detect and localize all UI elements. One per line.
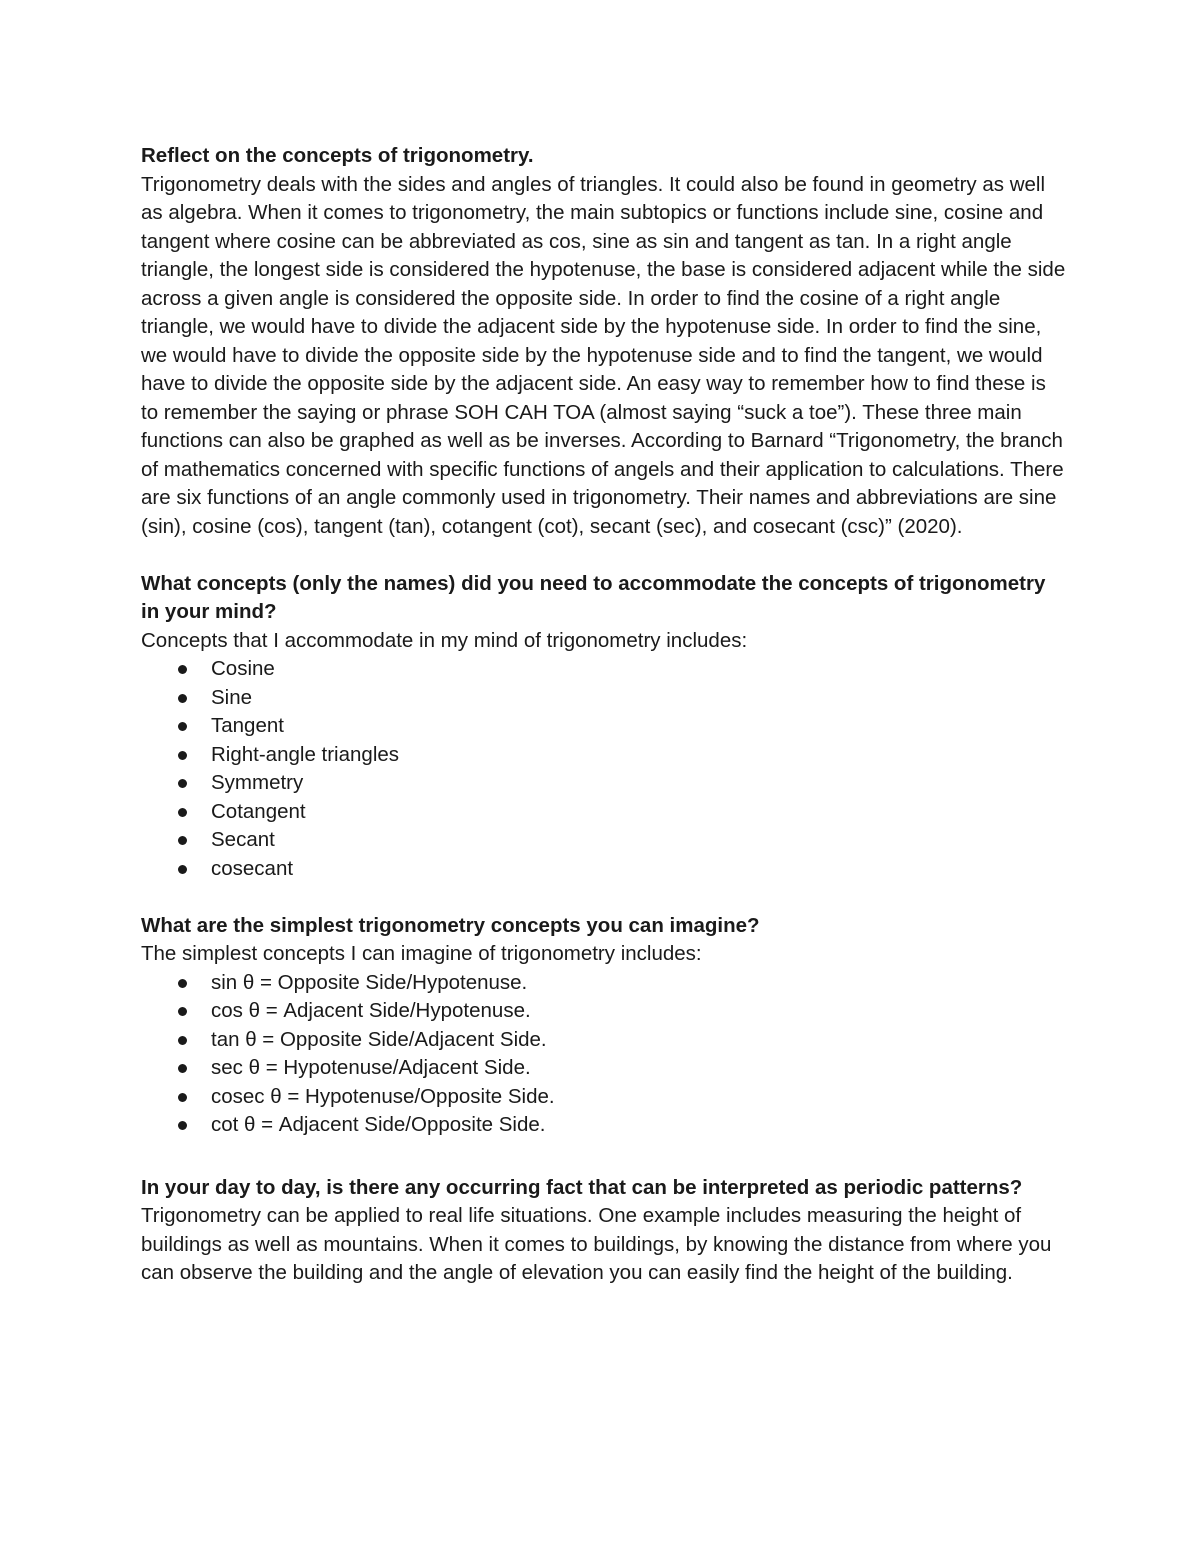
bullet-icon (178, 722, 187, 731)
section2-heading: What concepts (only the names) did you need to accommodate the concepts of trigonometry in your mind? (141, 571, 1046, 623)
list-item-text: Cotangent (211, 799, 306, 823)
list-item-text: Right-angle triangles (211, 742, 400, 766)
bullet-icon (178, 1036, 187, 1045)
bullet-icon (178, 1093, 187, 1102)
list-item (141, 684, 1066, 713)
list-item (141, 855, 1066, 884)
list-item (141, 969, 1066, 998)
bullet-icon (178, 665, 187, 674)
spacer (141, 1140, 1066, 1174)
concepts-list (141, 655, 1066, 883)
list-item (141, 712, 1066, 741)
list-item-text: Secant (211, 828, 275, 851)
list-item-text: sec θ = Hypotenuse/Adjacent Side. (211, 1056, 531, 1079)
section3-intro: The simplest concepts I can imagine of trigonometry includes: (141, 942, 702, 965)
bullet-icon (178, 779, 187, 788)
bullet-icon (178, 1007, 187, 1016)
list-item-text: cosecant (211, 856, 294, 880)
list-item (141, 1111, 1066, 1140)
list-item-text: cos θ = Adjacent Side/Hypotenuse. (211, 999, 531, 1022)
bullet-icon (178, 865, 187, 874)
list-item-text: sin θ = Opposite Side/Hypotenuse. (211, 970, 528, 994)
list-item (141, 798, 1066, 827)
section1-body: Trigonometry deals with the sides and angles of triangles. It could also be found in geometry as well as algebra. When it comes to trigonometry, the main subtopics or functions include sine, cosine and tangent where cosine can be abbreviated as cos, sine as sin and tangent as tan. In a right angle triangle, the longest side is considered the hypotenuse, the base is considered adjacent while the side across a given angle is considered the opposite side. In order to find the cosine of a right angle triangle, we would have to divide the adjacent side by the hypotenuse side. In order to find the sine, we would have to divide the opposite side by the hypotenuse side and to find the tangent, we would have to divide the opposite side by the adjacent side. An easy way to remember how to find these is to remember the saying or phrase SOH CAH TOA (almost saying “suck a toe”). These three main functions can also be graphed as well as be inverses. According to Barnard “Trigonometry, the branch of mathematics concerned with specific functions of angels and their application to calculations. There are six functions of an angle commonly used in trigonometry. Their names and abbreviations are sine (sin), cosine (cos), tangent (tan), cotangent (cot), secant (sec), and cosecant (csc)” (2020). (141, 172, 1066, 538)
spacer (141, 883, 1066, 912)
list-item (141, 1083, 1066, 1112)
section4-heading: In your day to day, is there any occurring fact that can be interpreted as periodic patterns? (141, 1175, 1023, 1199)
bullet-icon (178, 808, 187, 817)
document-page (141, 142, 1066, 1288)
section2-intro: Concepts that I accommodate in my mind of trigonometry includes: (141, 628, 748, 652)
list-item-text: Sine (211, 685, 253, 709)
bullet-icon (178, 1064, 187, 1073)
section3-heading: What are the simplest trigonometry concepts you can imagine? (141, 913, 760, 937)
list-item (141, 741, 1066, 770)
bullet-icon (178, 1121, 187, 1130)
list-item-text: Cosine (211, 657, 275, 680)
list-item-text: tan θ = Opposite Side/Adjacent Side. (211, 1027, 547, 1051)
list-item-text: Symmetry (211, 771, 304, 794)
bullet-icon (178, 836, 187, 845)
spacer (141, 541, 1066, 570)
list-item (141, 1026, 1066, 1055)
section4-body: Trigonometry can be applied to real life situations. One example includes measuring the height of buildings as well as mountains. When it comes to buildings, by knowing the distance from where you can observe the building and the angle of elevation you can easily find the height of the building. (141, 1204, 1052, 1284)
list-item-text: Tangent (211, 714, 284, 737)
bullet-icon (178, 694, 187, 703)
list-item-text: cot θ = Adjacent Side/Opposite Side. (211, 1113, 546, 1136)
list-item (141, 1054, 1066, 1083)
bullet-icon (178, 979, 187, 988)
list-item (141, 826, 1066, 855)
list-item-text: cosec θ = Hypotenuse/Opposite Side. (211, 1084, 555, 1108)
bullet-icon (178, 751, 187, 760)
list-item (141, 769, 1066, 798)
list-item (141, 997, 1066, 1026)
section1-heading: Reflect on the concepts of trigonometry. (141, 144, 534, 167)
list-item (141, 655, 1066, 684)
formulas-list (141, 969, 1066, 1140)
